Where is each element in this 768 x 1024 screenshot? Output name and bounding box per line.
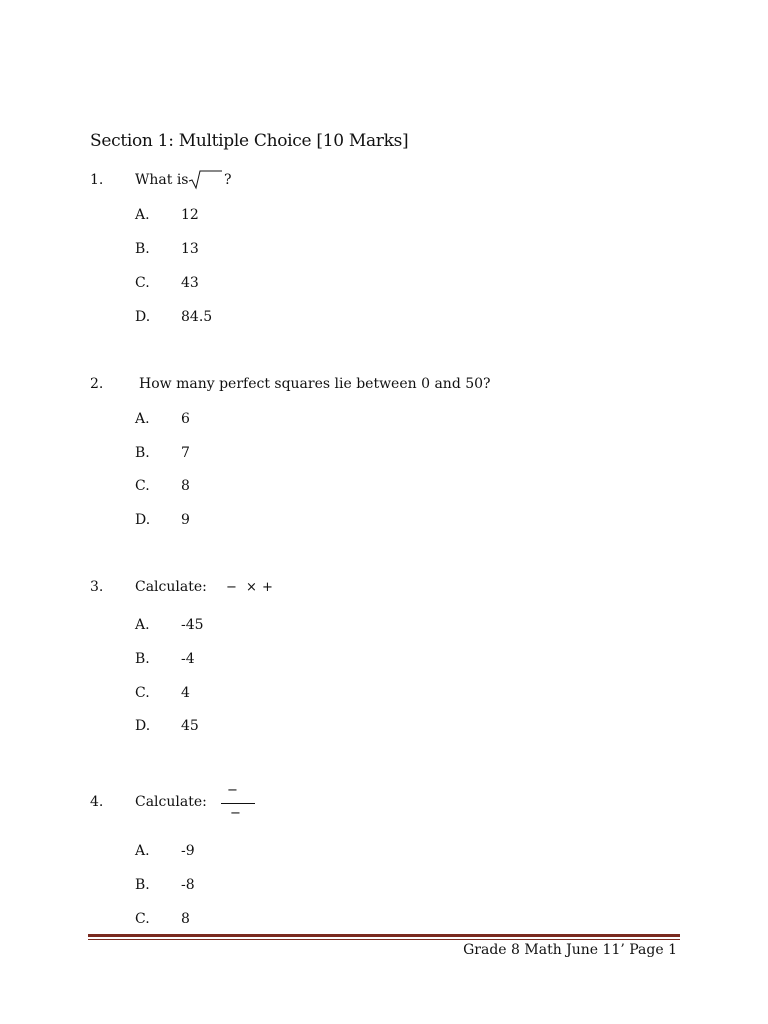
question-number: 1. (90, 172, 104, 188)
option-letter: D. (135, 718, 151, 734)
question-mark: ? (224, 172, 232, 188)
option-value: 4 (181, 685, 190, 701)
option-letter: C. (135, 478, 150, 494)
option-letter: D. (135, 309, 151, 325)
option-value: 8 (181, 911, 190, 927)
question-text: Calculate: (135, 579, 207, 595)
option-letter: B. (135, 651, 150, 667)
minus-sign: − (226, 580, 237, 595)
numerator-minus: − (227, 783, 238, 798)
option-letter: A. (135, 207, 150, 223)
question-number: 3. (90, 579, 104, 595)
option-letter: A. (135, 843, 150, 859)
times-sign: × (246, 580, 257, 595)
option-value: 6 (181, 411, 190, 427)
option-letter: B. (135, 241, 150, 257)
option-letter: A. (135, 617, 150, 633)
option-value: -4 (181, 651, 195, 667)
footer-text: Grade 8 Math June 11’ Page 1 (463, 942, 677, 958)
option-letter: B. (135, 877, 150, 893)
option-value: -9 (181, 843, 195, 859)
question-text: What is (135, 172, 189, 188)
option-value: 8 (181, 478, 190, 494)
option-value: 9 (181, 512, 190, 528)
option-letter: A. (135, 411, 150, 427)
option-value: 13 (181, 241, 199, 257)
option-value: 43 (181, 275, 199, 291)
square-root-icon (188, 169, 224, 191)
question-text: How many perfect squares lie between 0 and 50? (139, 376, 491, 392)
footer-rule-thick (88, 934, 680, 937)
denominator-minus: − (230, 806, 241, 821)
fraction-bar (221, 803, 255, 804)
question-text: Calculate: (135, 794, 207, 810)
option-letter: C. (135, 275, 150, 291)
option-letter: C. (135, 911, 150, 927)
option-letter: D. (135, 512, 151, 528)
footer-rule-thin (88, 939, 680, 940)
question-number: 2. (90, 376, 104, 392)
question-number: 4. (90, 794, 104, 810)
option-value: 7 (181, 445, 190, 461)
option-value: 45 (181, 718, 199, 734)
plus-sign: + (262, 580, 273, 595)
option-letter: B. (135, 445, 150, 461)
option-value: 84.5 (181, 309, 213, 325)
option-value: 12 (181, 207, 199, 223)
section-title: Section 1: Multiple Choice [10 Marks] (90, 131, 409, 151)
option-value: -45 (181, 617, 204, 633)
option-letter: C. (135, 685, 150, 701)
option-value: -8 (181, 877, 195, 893)
